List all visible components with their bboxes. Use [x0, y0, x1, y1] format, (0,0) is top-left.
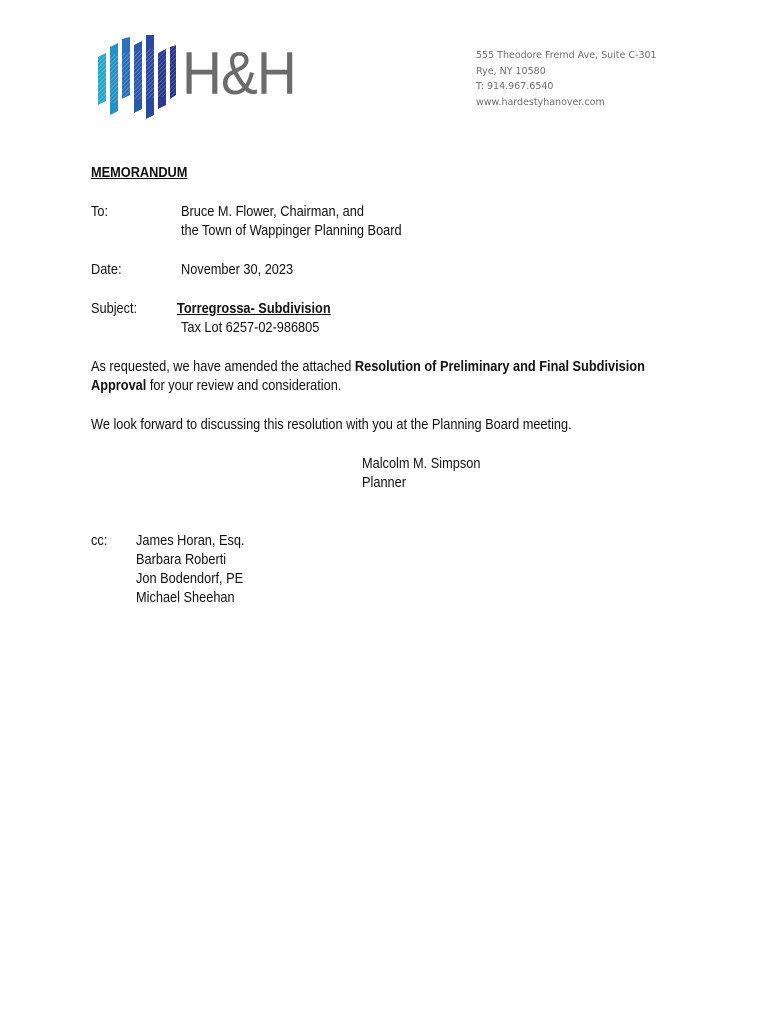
cc-recipient: Michael Sheehan [136, 590, 235, 606]
address-city: Rye, NY 10580 [476, 65, 546, 77]
subject-title: Torregrossa- Subdivision [177, 301, 331, 317]
address-street: 555 Theodore Fremd Ave, Suite C-301 [476, 50, 657, 61]
memo-title: MEMORANDUM [91, 165, 188, 181]
subject-label: Subject: [91, 301, 138, 317]
paragraph-2: We look forward to discussing this resolution with you at the Planning Board meeting. [91, 417, 572, 433]
logo-wordmark: H&H [182, 40, 296, 107]
paragraph-1-line-1 [91, 358, 645, 378]
letterhead-address [476, 48, 657, 110]
date-value: November 30, 2023 [181, 262, 294, 278]
paragraph-1-bold-title: Resolution of Preliminary and Final Subdivision [354, 359, 645, 375]
address-phone: T: 914.967.6540 [476, 81, 554, 92]
to-line-1: Bruce M. Flower, Chairman, and [181, 204, 364, 220]
to-label: To: [91, 204, 109, 220]
cc-recipient: James Horan, Esq. [136, 533, 245, 549]
paragraph-1-intro: As requested, we have amended the attached [91, 359, 355, 375]
signer-title: Planner [362, 475, 406, 491]
logo-bars-icon [98, 35, 176, 119]
paragraph-1-outro: for your review and consideration. [146, 378, 342, 394]
signer-name: Malcolm M. Simpson [362, 456, 481, 472]
paragraph-1-bold-approval: Approval [91, 378, 147, 394]
date-label: Date: [91, 262, 122, 278]
cc-recipient: Barbara Roberti [136, 552, 227, 568]
subject-tax-lot: Tax Lot 6257-02-986805 [181, 320, 320, 336]
cc-label: cc: [91, 533, 108, 549]
cc-recipient: Jon Bodendorf, PE [136, 571, 244, 587]
address-website: www.hardestyhanover.com [476, 96, 605, 108]
paragraph-1-line-2 [91, 377, 341, 397]
to-line-2: the Town of Wappinger Planning Board [181, 223, 402, 239]
